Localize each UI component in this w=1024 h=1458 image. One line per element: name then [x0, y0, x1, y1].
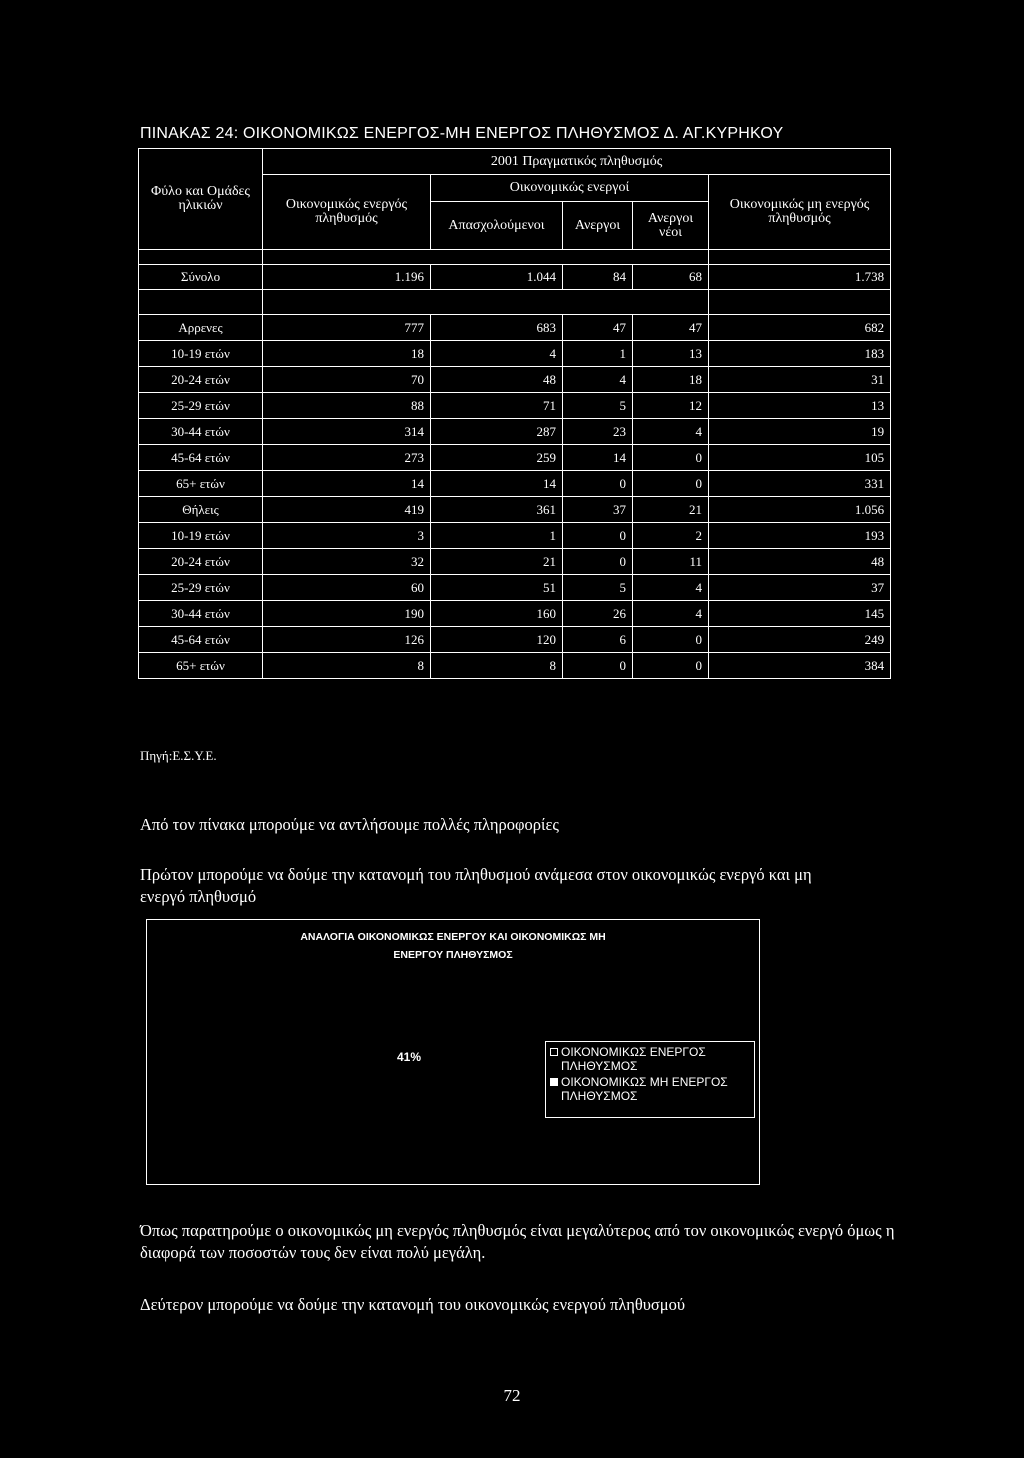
- cell-employed: 51: [431, 575, 563, 601]
- cell-employed: 160: [431, 601, 563, 627]
- cell-active: 18: [263, 341, 431, 367]
- cell-inactive: 682: [709, 315, 891, 341]
- cell-unemployed: 0: [563, 549, 633, 575]
- cell-employed: 71: [431, 393, 563, 419]
- table-row-total: [139, 265, 891, 290]
- population-table: [138, 148, 891, 679]
- header-inactive: Οικονομικώς μη ενεργός πληθυσμός: [709, 175, 891, 250]
- cell-inactive: 37: [709, 575, 891, 601]
- cell-unemployed-new: 0: [633, 627, 709, 653]
- row-label: 30-44 ετών: [139, 419, 263, 445]
- cell-inactive: 384: [709, 653, 891, 679]
- paragraph-observation: Όπως παρατηρούμε ο οικονομικώς μη ενεργός πληθυσμός είναι μεγαλύτερος από τον οικονομικώς ενεργό όμως η διαφορά των ποσοστών τους δεν είναι πολύ μεγάλη.: [140, 1221, 895, 1262]
- paragraph-second-point: Δεύτερον μπορούμε να δούμε την κατανομή του οικονομικώς ενεργού πληθυσμού: [140, 1295, 686, 1314]
- cell-active: 777: [263, 315, 431, 341]
- cell-unemployed: 26: [563, 601, 633, 627]
- table-row: [139, 627, 891, 653]
- pie-data-label: 41%: [397, 1050, 422, 1064]
- cell-inactive: 105: [709, 445, 891, 471]
- row-label: 20-24 ετών: [139, 367, 263, 393]
- cell-unemployed: 5: [563, 393, 633, 419]
- cell-unemployed: 0: [563, 523, 633, 549]
- table-row: [139, 575, 891, 601]
- cell-employed: 8: [431, 653, 563, 679]
- header-unemployed-new: Ανεργοι νέοι: [633, 202, 709, 250]
- cell-employed: 14: [431, 471, 563, 497]
- paragraph-first-point: Πρώτον μπορούμε να δούμε την κατανομή του πληθυσμού ανάμεσα στον οικονομικώς ενεργό και μη ενεργό πληθυσμό: [140, 865, 812, 906]
- table-row: [139, 497, 891, 523]
- table-row: [139, 523, 891, 549]
- header-employed: Απασχολούμενοι: [431, 202, 563, 250]
- cell-employed: 4: [431, 341, 563, 367]
- cell-inactive: 19: [709, 419, 891, 445]
- cell-unemployed-new: 2: [633, 523, 709, 549]
- row-label: 45-64 ετών: [139, 627, 263, 653]
- cell-inactive: 183: [709, 341, 891, 367]
- cell-employed: 361: [431, 497, 563, 523]
- cell-inactive: 31: [709, 367, 891, 393]
- cell-active: 60: [263, 575, 431, 601]
- cell-active: 32: [263, 549, 431, 575]
- cell-unemployed-new: 18: [633, 367, 709, 393]
- cell-active: 14: [263, 471, 431, 497]
- cell-employed: 287: [431, 419, 563, 445]
- cell-employed: 48: [431, 367, 563, 393]
- cell-active: 314: [263, 419, 431, 445]
- cell-employed: 1.044: [431, 265, 563, 290]
- table-row: [139, 601, 891, 627]
- cell-unemployed: 5: [563, 575, 633, 601]
- legend-item-active: [550, 1045, 750, 1073]
- page-number: 72: [503, 1386, 521, 1405]
- legend-swatch-hollow-icon: [550, 1048, 558, 1056]
- cell-unemployed-new: 4: [633, 601, 709, 627]
- cell-active: 1.196: [263, 265, 431, 290]
- table-title: ΠΙΝΑΚΑΣ 24: ΟΙΚΟΝΟΜΙΚΩΣ ΕΝΕΡΓΟΣ-ΜΗ ΕΝΕΡΓΟΣ ΠΛΗΘΥΣΜΟΣ Δ. ΑΓ.ΚΥΡΗΚΟΥ: [140, 125, 784, 142]
- legend-swatch-solid-icon: [550, 1078, 558, 1086]
- cell-inactive: 48: [709, 549, 891, 575]
- cell-unemployed-new: 11: [633, 549, 709, 575]
- cell-inactive: 1.738: [709, 265, 891, 290]
- table-row: [139, 471, 891, 497]
- table-row: [139, 341, 891, 367]
- cell-unemployed: 0: [563, 653, 633, 679]
- row-label: 25-29 ετών: [139, 393, 263, 419]
- cell-unemployed-new: 4: [633, 575, 709, 601]
- cell-inactive: 193: [709, 523, 891, 549]
- cell-unemployed-new: 0: [633, 471, 709, 497]
- row-label: 65+ ετών: [139, 471, 263, 497]
- row-label: 10-19 ετών: [139, 523, 263, 549]
- table-row: [139, 315, 891, 341]
- cell-employed: 683: [431, 315, 563, 341]
- cell-unemployed-new: 4: [633, 419, 709, 445]
- header-year-span: 2001 Πραγματικός πληθυσμός: [263, 149, 891, 175]
- cell-active: 88: [263, 393, 431, 419]
- cell-employed: 21: [431, 549, 563, 575]
- header-unemployed: Ανεργοι: [563, 202, 633, 250]
- cell-active: 273: [263, 445, 431, 471]
- table-row: [139, 419, 891, 445]
- cell-unemployed: 37: [563, 497, 633, 523]
- cell-unemployed-new: 21: [633, 497, 709, 523]
- header-active-group: Οικονομικώς ενεργοί: [431, 175, 709, 202]
- header-group-col: Φύλο και Ομάδες ηλικιών: [139, 149, 263, 250]
- cell-unemployed: 4: [563, 367, 633, 393]
- row-label: 65+ ετών: [139, 653, 263, 679]
- table-row: [139, 393, 891, 419]
- table-row: [139, 549, 891, 575]
- cell-unemployed: 84: [563, 265, 633, 290]
- cell-unemployed: 1: [563, 341, 633, 367]
- cell-active: 70: [263, 367, 431, 393]
- table-row: [139, 367, 891, 393]
- cell-employed: 120: [431, 627, 563, 653]
- table-row: [139, 653, 891, 679]
- row-label: Αρρενες: [139, 315, 263, 341]
- cell-unemployed-new: 47: [633, 315, 709, 341]
- cell-unemployed: 47: [563, 315, 633, 341]
- pie-chart-frame: [146, 919, 760, 1185]
- legend-item-inactive: [550, 1075, 750, 1103]
- cell-inactive: 13: [709, 393, 891, 419]
- cell-unemployed: 6: [563, 627, 633, 653]
- cell-unemployed: 0: [563, 471, 633, 497]
- row-label: 20-24 ετών: [139, 549, 263, 575]
- source-label: Πηγή:Ε.Σ.Υ.Ε.: [140, 748, 217, 763]
- paragraph-intro: Από τον πίνακα μπορούμε να αντλήσουμε πολλές πληροφορίες: [140, 815, 559, 834]
- chart-legend: [545, 1041, 755, 1118]
- cell-unemployed: 14: [563, 445, 633, 471]
- cell-active: 190: [263, 601, 431, 627]
- cell-employed: 1: [431, 523, 563, 549]
- row-label: 30-44 ετών: [139, 601, 263, 627]
- legend-label: ΟΙΚΟΝΟΜΙΚΩΣ ΜΗ ΕΝΕΡΓΟΣ ΠΛΗΘΥΣΜΟΣ: [561, 1075, 728, 1103]
- cell-inactive: 249: [709, 627, 891, 653]
- cell-unemployed: 23: [563, 419, 633, 445]
- cell-unemployed-new: 12: [633, 393, 709, 419]
- table-row: [139, 445, 891, 471]
- cell-inactive: 331: [709, 471, 891, 497]
- row-label: Θήλεις: [139, 497, 263, 523]
- header-active-total: Οικονομικώς ενεργός πληθυσμός: [263, 175, 431, 250]
- cell-active: 419: [263, 497, 431, 523]
- cell-unemployed-new: 0: [633, 653, 709, 679]
- row-label: 45-64 ετών: [139, 445, 263, 471]
- cell-unemployed-new: 0: [633, 445, 709, 471]
- cell-active: 3: [263, 523, 431, 549]
- cell-unemployed-new: 13: [633, 341, 709, 367]
- row-label: Σύνολο: [139, 265, 263, 290]
- cell-active: 126: [263, 627, 431, 653]
- cell-employed: 259: [431, 445, 563, 471]
- cell-active: 8: [263, 653, 431, 679]
- cell-inactive: 1.056: [709, 497, 891, 523]
- cell-inactive: 145: [709, 601, 891, 627]
- cell-unemployed-new: 68: [633, 265, 709, 290]
- row-label: 10-19 ετών: [139, 341, 263, 367]
- legend-label: ΟΙΚΟΝΟΜΙΚΩΣ ΕΝΕΡΓΟΣ ΠΛΗΘΥΣΜΟΣ: [561, 1045, 706, 1073]
- row-label: 25-29 ετών: [139, 575, 263, 601]
- chart-title: ΑΝΑΛΟΓΙΑ ΟΙΚΟΝΟΜΙΚΩΣ ΕΝΕΡΓΟΥ ΚΑΙ ΟΙΚΟΝΟΜΙΚΩΣ ΜΗ ΕΝΕΡΓΟΥ ΠΛΗΘΥΣΜΟΣ: [300, 931, 606, 961]
